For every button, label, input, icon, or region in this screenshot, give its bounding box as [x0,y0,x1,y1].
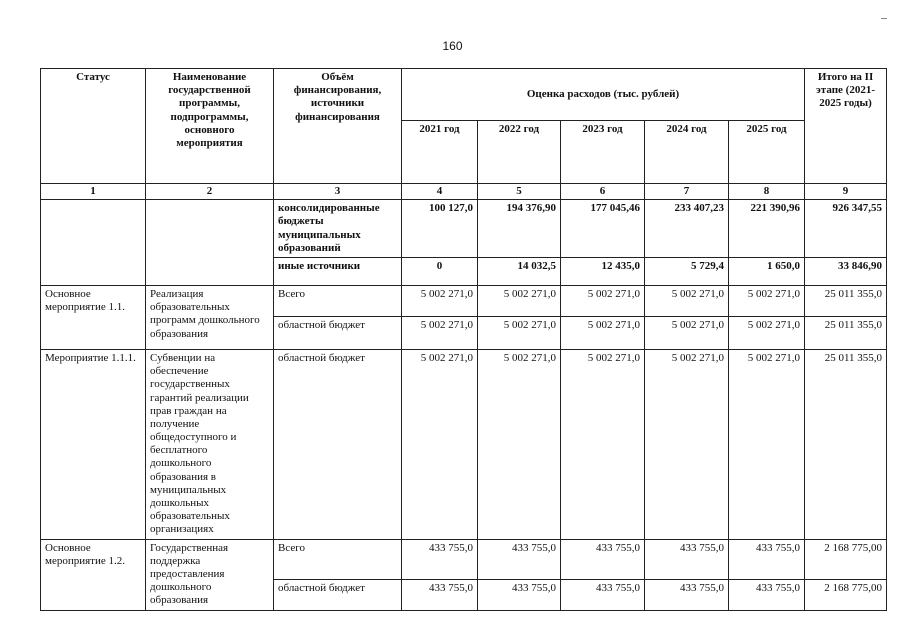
value-cell: 433 755,0 [402,539,478,580]
program-cell: Государственная поддержка предоставления дошкольного образования [146,539,274,610]
value-cell: 221 390,96 [729,200,805,258]
column-number: 1 [41,184,146,200]
funding-source-cell: Всего [274,285,402,316]
value-cell: 5 002 271,0 [478,349,561,539]
value-cell: 5 002 271,0 [402,349,478,539]
header-year: 2024 год [645,121,729,184]
column-number: 5 [478,184,561,200]
column-number: 3 [274,184,402,200]
column-number: 9 [805,184,887,200]
header-row [41,69,887,121]
value-cell: 5 002 271,0 [561,285,645,316]
header-status: Статус [41,69,146,184]
value-cell: 5 002 271,0 [645,285,729,316]
value-cell: 5 002 271,0 [645,349,729,539]
value-cell: 12 435,0 [561,257,645,285]
value-cell: 14 032,5 [478,257,561,285]
program-cell: Реализация образовательных программ дошкольного образования [146,285,274,349]
table-row [41,349,887,539]
table-row [41,539,887,580]
header-funding: Объём финансирования, источники финансирования [274,69,402,184]
header-expense-estimate: Оценка расходов (тыс. рублей) [402,69,805,121]
funding-source-cell: консолидированные бюджеты муниципальных образований [274,200,402,258]
program-cell: Субвенции на обеспечение государственных гарантий реализации прав граждан на получение общедоступного и бесплатного дошкольного образования в муниципальных дошкольных образовательных организациях [146,349,274,539]
funding-source-cell: областной бюджет [274,580,402,610]
total-cell: 926 347,55 [805,200,887,258]
header-year: 2025 год [729,121,805,184]
value-cell: 5 002 271,0 [561,349,645,539]
value-cell: 194 376,90 [478,200,561,258]
column-number: 6 [561,184,645,200]
value-cell: 433 755,0 [561,539,645,580]
value-cell: 5 002 271,0 [402,285,478,316]
total-cell: 25 011 355,0 [805,316,887,349]
value-cell: 5 002 271,0 [729,285,805,316]
funding-source-cell: областной бюджет [274,316,402,349]
column-number: 8 [729,184,805,200]
status-cell: Основное мероприятие 1.2. [41,539,146,610]
value-cell: 433 755,0 [645,580,729,610]
total-cell: 25 011 355,0 [805,285,887,316]
table-row [41,285,887,316]
budget-table [40,68,887,611]
value-cell: 233 407,23 [645,200,729,258]
value-cell: 5 002 271,0 [402,316,478,349]
value-cell: 433 755,0 [729,580,805,610]
value-cell: 5 002 271,0 [729,349,805,539]
value-cell: 100 127,0 [402,200,478,258]
value-cell: 1 650,0 [729,257,805,285]
funding-source-cell: иные источники [274,257,402,285]
value-cell: 5 002 271,0 [561,316,645,349]
total-cell: 25 011 355,0 [805,349,887,539]
value-cell: 433 755,0 [478,580,561,610]
total-cell: 2 168 775,00 [805,539,887,580]
funding-source-cell: областной бюджет [274,349,402,539]
header-program: Наименование государственной программы, подпрограммы, основного мероприятия [146,69,274,184]
value-cell: 433 755,0 [478,539,561,580]
scan-mark [881,18,887,19]
status-cell: Основное мероприятие 1.1. [41,285,146,349]
column-number: 2 [146,184,274,200]
program-cell [146,200,274,286]
page-number: 160 [442,39,463,53]
header-year: 2023 год [561,121,645,184]
value-cell: 5 729,4 [645,257,729,285]
value-cell: 433 755,0 [402,580,478,610]
column-number-row [41,184,887,200]
header-year: 2021 год [402,121,478,184]
value-cell: 433 755,0 [729,539,805,580]
total-cell: 33 846,90 [805,257,887,285]
value-cell: 433 755,0 [561,580,645,610]
column-number: 4 [402,184,478,200]
table-row [41,200,887,258]
total-cell: 2 168 775,00 [805,580,887,610]
value-cell: 5 002 271,0 [478,316,561,349]
value-cell: 5 002 271,0 [645,316,729,349]
value-cell: 0 [402,257,478,285]
header-year: 2022 год [478,121,561,184]
status-cell: Мероприятие 1.1.1. [41,349,146,539]
value-cell: 177 045,46 [561,200,645,258]
status-cell [41,200,146,286]
value-cell: 5 002 271,0 [478,285,561,316]
funding-source-cell: Всего [274,539,402,580]
value-cell: 433 755,0 [645,539,729,580]
value-cell: 5 002 271,0 [729,316,805,349]
header-total: Итого на II этапе (2021-2025 годы) [805,69,887,184]
column-number: 7 [645,184,729,200]
